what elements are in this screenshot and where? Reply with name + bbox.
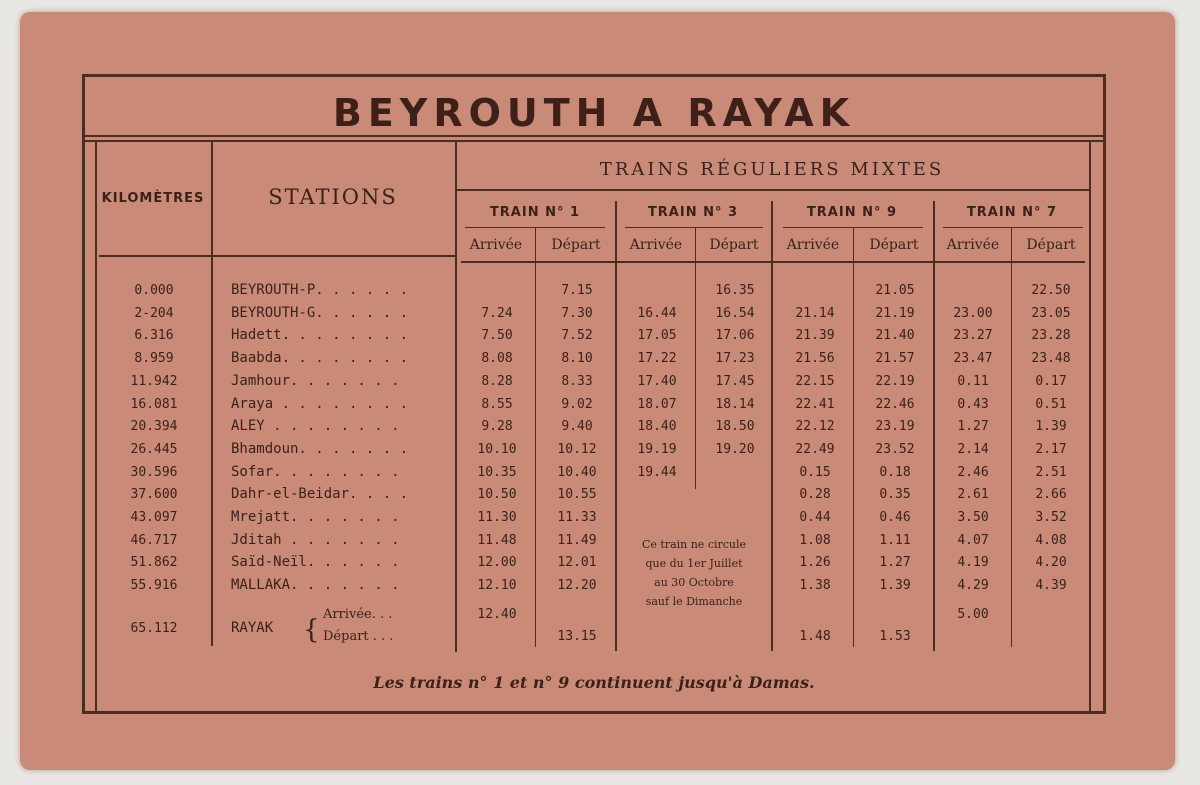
timetable-frame [82, 74, 1106, 714]
train3-label-rule [625, 227, 763, 228]
station-name: Jamhour. . . . . . . [231, 372, 400, 389]
km-value: 16.081 [130, 396, 178, 412]
km-value: 2-204 [134, 305, 174, 321]
time-cell: 10.35 [477, 464, 517, 480]
header-bottom-rule-left [99, 255, 455, 257]
km-value: 11.942 [130, 373, 178, 389]
km-value: 30.596 [130, 464, 178, 480]
train-1-header: TRAIN N° 1 [489, 205, 581, 220]
time-cell: 18.50 [715, 419, 755, 435]
time-cell: 11.30 [477, 510, 517, 525]
train7-arr-dep-divider [1011, 227, 1012, 647]
km-value: 37.600 [130, 487, 178, 503]
time-cell: 8.08 [481, 351, 513, 367]
train9-label-rule [783, 227, 923, 228]
station-name: ALEY . . . . . . . . [231, 418, 400, 435]
time-cell: 17.23 [715, 351, 755, 367]
train3-note-line: Ce train ne circule [641, 538, 747, 551]
station-name: Dahr-el-Beidar. . . . [231, 486, 409, 503]
rayak-time-cell: 13.15 [557, 629, 597, 644]
station-name: Araya . . . . . . . . [231, 395, 409, 412]
time-cell: 21.56 [795, 351, 835, 367]
stations-column-header: STATIONS [268, 185, 398, 209]
time-cell: 21.14 [795, 305, 835, 321]
time-cell: 7.24 [481, 305, 513, 321]
time-cell: 3.52 [1035, 510, 1067, 525]
km-value: 6.316 [134, 328, 174, 344]
km-column-divider [211, 140, 213, 646]
time-cell: 21.40 [875, 328, 915, 344]
train-3-header: TRAIN N° 3 [647, 205, 739, 220]
time-cell: 23.47 [953, 351, 993, 367]
time-cell: 2.61 [957, 487, 989, 503]
time-cell: 17.40 [637, 373, 677, 389]
time-cell: 21.57 [875, 351, 915, 367]
train3-note-line: que du 1er Juillet [645, 557, 743, 570]
time-cell: 18.40 [637, 419, 677, 435]
time-cell: 1.26 [799, 555, 831, 571]
time-cell: 0.44 [799, 510, 831, 525]
station-name: Sofar. . . . . . . . [231, 463, 400, 480]
train9-arr-dep-divider [853, 227, 854, 647]
time-cell: 17.05 [637, 328, 677, 344]
station-name: Jditah . . . . . . . [231, 531, 400, 548]
time-cell: 22.46 [875, 396, 915, 412]
time-cell: 8.33 [561, 373, 593, 389]
time-cell: 17.06 [715, 328, 755, 344]
train-7-header: TRAIN N° 7 [966, 205, 1058, 220]
time-cell: 1.39 [879, 578, 911, 594]
time-cell: 1.27 [957, 419, 989, 435]
km-value: 51.862 [130, 555, 178, 571]
station-name: BEYROUTH-G. . . . . . [231, 304, 409, 321]
train3-depart-header: Départ [709, 237, 759, 253]
km-column-header: KILOMÈTRES [101, 191, 205, 206]
km-value: 65.112 [130, 621, 178, 636]
time-cell: 7.15 [561, 283, 593, 298]
train1-depart-header: Départ [551, 237, 601, 253]
time-cell: 10.55 [557, 487, 597, 503]
station-name: Baabda. . . . . . . . [231, 350, 409, 367]
time-cell: 2.66 [1035, 487, 1067, 503]
title-rule [85, 135, 1103, 137]
group-header-rule [455, 189, 1089, 191]
time-cell: 0.15 [799, 464, 831, 480]
time-cell: 1.08 [799, 532, 831, 548]
time-cell: 19.44 [637, 464, 677, 480]
time-cell: 4.29 [957, 578, 989, 594]
time-cell: 11.48 [477, 532, 517, 548]
time-cell: 8.10 [561, 351, 593, 367]
time-cell: 16.44 [637, 305, 677, 321]
time-cell: 7.52 [561, 328, 593, 344]
time-cell: 21.05 [875, 283, 915, 298]
footer-note: Les trains n° 1 et n° 9 continuent jusqu'à Damas. [373, 673, 815, 692]
time-cell: 23.19 [875, 419, 915, 435]
time-cell: 18.07 [637, 396, 677, 412]
time-cell: 18.14 [715, 396, 755, 412]
left-inner-border [95, 140, 97, 711]
header-bottom-rule-right [461, 261, 1085, 263]
time-cell: 0.51 [1035, 396, 1067, 412]
time-cell: 12.10 [477, 578, 517, 594]
time-cell: 8.55 [481, 396, 513, 412]
rayak-time-cell: 1.53 [879, 629, 911, 644]
train1-label-rule [465, 227, 605, 228]
time-cell: 19.20 [715, 441, 755, 457]
time-cell: 23.27 [953, 328, 993, 344]
time-cell: 22.49 [795, 441, 835, 457]
time-cell: 3.50 [957, 510, 989, 525]
train-divider-3-9 [771, 201, 773, 651]
train-divider-9-7 [933, 201, 935, 651]
time-cell: 22.41 [795, 396, 835, 412]
train9-arrivee-header: Arrivée [786, 237, 840, 253]
time-cell: 23.05 [1031, 305, 1071, 321]
time-cell: 9.28 [481, 419, 513, 435]
time-cell: 23.52 [875, 441, 915, 457]
time-cell: 22.19 [875, 373, 915, 389]
time-cell: 22.12 [795, 419, 835, 435]
time-cell: 22.15 [795, 373, 835, 389]
km-value: 20.394 [130, 419, 178, 435]
time-cell: 0.46 [879, 510, 911, 525]
time-cell: 10.50 [477, 487, 517, 503]
right-inner-border [1089, 140, 1091, 711]
station-name: Bhamdoun. . . . . . . [231, 440, 409, 457]
train7-depart-header: Départ [1026, 237, 1076, 253]
time-cell: 16.35 [715, 283, 755, 298]
time-cell: 23.28 [1031, 328, 1071, 344]
time-cell: 16.54 [715, 305, 755, 321]
time-cell: 0.28 [799, 487, 831, 503]
train3-note-line: au 30 Octobre [654, 576, 734, 589]
time-cell: 21.19 [875, 305, 915, 321]
time-cell: 1.38 [799, 578, 831, 594]
time-cell: 7.50 [481, 328, 513, 344]
time-cell: 12.20 [557, 578, 597, 594]
time-cell: 0.43 [957, 396, 989, 412]
time-cell: 4.07 [957, 532, 989, 548]
train1-arrivee-header: Arrivée [469, 237, 523, 253]
time-cell: 2.14 [957, 441, 989, 457]
rayak-depart-label: Départ . . . [323, 629, 394, 644]
title-rule-double [85, 140, 1103, 142]
station-name: Hadett. . . . . . . . [231, 327, 409, 344]
timetable-title: BEYROUTH A RAYAK [332, 91, 856, 135]
station-name: BEYROUTH-P. . . . . . [231, 282, 409, 298]
time-cell: 23.48 [1031, 351, 1071, 367]
trains-group-header: TRAINS RÉGULIERS MIXTES [599, 159, 945, 180]
time-cell: 0.18 [879, 464, 911, 480]
train3-arrivee-header: Arrivée [629, 237, 683, 253]
station-name: Saïd-Neïl. . . . . . [231, 554, 400, 571]
train-9-header: TRAIN N° 9 [806, 205, 898, 220]
time-cell: 10.10 [477, 441, 517, 457]
train1-arr-dep-divider [535, 227, 536, 647]
time-cell: 2.46 [957, 464, 989, 480]
station-name: MALLAKA. . . . . . . [231, 577, 400, 594]
time-cell: 17.22 [637, 351, 677, 367]
rayak-brace: { [303, 615, 320, 645]
station-name-rayak: RAYAK [231, 620, 274, 636]
rayak-time-cell: 1.48 [799, 629, 831, 644]
time-cell: 19.19 [637, 441, 677, 457]
time-cell: 12.01 [557, 555, 597, 571]
km-value: 55.916 [130, 578, 178, 594]
rayak-time-cell: 5.00 [957, 607, 989, 622]
time-cell: 1.27 [879, 555, 911, 571]
time-cell: 9.02 [561, 396, 593, 412]
time-cell: 0.35 [879, 487, 911, 503]
station-name: Mrejatt. . . . . . . [231, 509, 400, 525]
train3-arr-dep-divider [695, 227, 696, 489]
time-cell: 11.33 [557, 510, 597, 525]
time-cell: 12.00 [477, 555, 517, 571]
time-cell: 1.11 [879, 532, 911, 548]
time-cell: 2.51 [1035, 464, 1067, 480]
time-cell: 21.39 [795, 328, 835, 344]
km-value: 26.445 [130, 441, 178, 457]
time-cell: 10.40 [557, 464, 597, 480]
train3-note [617, 535, 771, 611]
time-cell: 22.50 [1031, 283, 1071, 298]
time-cell: 10.12 [557, 441, 597, 457]
km-value: 46.717 [130, 532, 178, 548]
time-cell: 4.39 [1035, 578, 1067, 594]
time-cell: 4.20 [1035, 555, 1067, 571]
time-cell: 0.17 [1035, 373, 1067, 389]
train7-label-rule [943, 227, 1083, 228]
km-value: 0.000 [134, 283, 174, 298]
time-cell: 17.45 [715, 373, 755, 389]
time-cell: 11.49 [557, 532, 597, 548]
train9-depart-header: Départ [869, 237, 919, 253]
train3-note-line: sauf le Dimanche [645, 595, 743, 608]
time-cell: 4.08 [1035, 532, 1067, 548]
time-cell: 9.40 [561, 419, 593, 435]
rayak-time-cell: 12.40 [477, 607, 517, 622]
rayak-arrivee-label: Arrivée. . . [323, 607, 393, 622]
train7-arrivee-header: Arrivée [946, 237, 1000, 253]
km-value: 43.097 [130, 510, 178, 525]
time-cell: 4.19 [957, 555, 989, 571]
time-cell: 8.28 [481, 373, 513, 389]
time-cell: 7.30 [561, 305, 593, 321]
time-cell: 1.39 [1035, 419, 1067, 435]
time-cell: 0.11 [957, 373, 989, 389]
time-cell: 23.00 [953, 305, 993, 321]
time-cell: 2.17 [1035, 441, 1067, 457]
km-value: 8.959 [134, 351, 174, 367]
